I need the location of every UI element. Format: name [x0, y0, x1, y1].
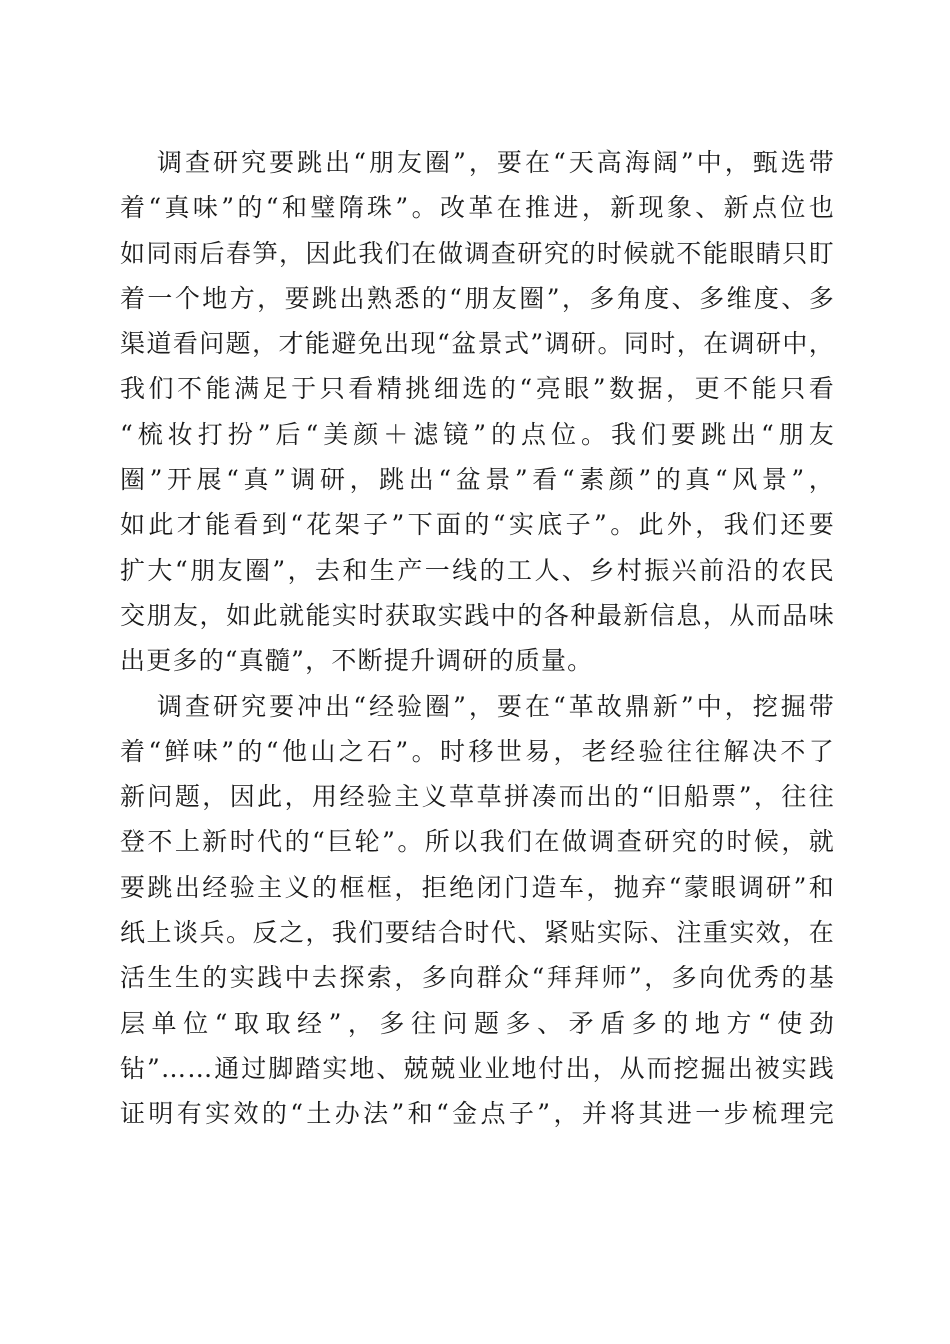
text-line: 证明有实效的“土办法”和“金点子”，并将其进一步梳理完 [120, 1099, 835, 1129]
text-line: 新问题，因此，用经验主义草草拼凑而出的“旧船票”，往往 [120, 782, 835, 812]
text-line: 交朋友，如此就能实时获取实践中的各种最新信息，从而品味 [120, 600, 835, 630]
paragraph-1 [120, 140, 835, 684]
text-line: 活生生的实践中去探索，多向群众“拜拜师”，多向优秀的基 [120, 963, 835, 993]
text-line: 圈”开展“真”调研，跳出“盆景”看“素颜”的真“风景”， [120, 465, 835, 495]
text-line: 纸上谈兵。反之，我们要结合时代、紧贴实际、注重实效，在 [120, 918, 835, 948]
text-line: 如同雨后春笋，因此我们在做调查研究的时候就不能眼睛只盯 [120, 238, 835, 268]
text-line: 钻”……通过脚踏实地、兢兢业业地付出，从而挖掘出被实践 [120, 1053, 835, 1083]
text-line: 扩大“朋友圈”，去和生产一线的工人、乡村振兴前沿的农民 [120, 555, 835, 585]
text-line: 要跳出经验主义的框框，拒绝闭门造车，抛弃“蒙眼调研”和 [120, 872, 835, 902]
text-line: 着“鲜味”的“他山之石”。时移世易，老经验往往解决不了 [120, 736, 835, 766]
text-line: “梳妆打扮”后“美颜＋滤镜”的点位。我们要跳出“朋友 [120, 419, 835, 449]
paragraph-2 [120, 684, 835, 1137]
body-text [120, 140, 835, 1137]
text-line: 着“真味”的“和璧隋珠”。改革在推进，新现象、新点位也 [120, 193, 835, 223]
text-line: 调查研究要冲出“经验圈”，要在“革故鼎新”中，挖掘带 [157, 691, 835, 721]
text-line: 我们不能满足于只看精挑细选的“亮眼”数据，更不能只看 [120, 374, 835, 404]
text-line: 渠道看问题，才能避免出现“盆景式”调研。同时，在调研中， [120, 329, 835, 359]
text-line: 层单位“取取经”，多往问题多、矛盾多的地方“使劲 [120, 1008, 835, 1038]
text-line: 出更多的“真髓”，不断提升调研的质量。 [120, 646, 594, 676]
text-line: 登不上新时代的“巨轮”。所以我们在做调查研究的时候，就 [120, 827, 835, 857]
text-line: 着一个地方，要跳出熟悉的“朋友圈”，多角度、多维度、多 [120, 283, 835, 313]
text-line: 调查研究要跳出“朋友圈”，要在“天高海阔”中，甄选带 [157, 148, 835, 177]
text-line: 如此才能看到“花架子”下面的“实底子”。此外，我们还要 [120, 510, 835, 540]
